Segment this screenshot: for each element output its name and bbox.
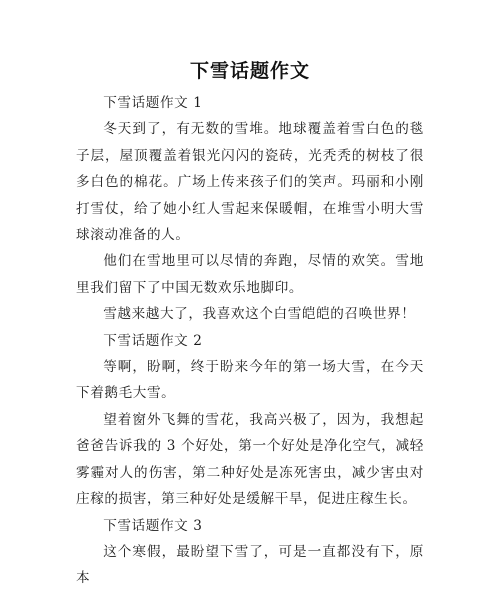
paragraph: 他们在雪地里可以尽情的奔跑，尽情的欢笑。雪地里我们留下了中国无数欢乐地脚印。	[76, 253, 424, 296]
section-heading-3: 下雪话题作文 3	[103, 517, 203, 534]
paragraph: 雪越来越大了，我喜欢这个白雪皑皑的召唤世界！	[103, 306, 416, 323]
section-heading-2: 下雪话题作文 2	[103, 332, 203, 349]
paragraph: 这个寒假，最盼望下雪了，可是一直都没有下，原本	[76, 543, 424, 587]
section-heading-1: 下雪话题作文 1	[103, 95, 203, 111]
document-body	[76, 90, 424, 592]
paragraph: 等啊，盼啊，终于盼来今年的第一场大雪，在今天下着鹅毛大雪。	[76, 359, 424, 402]
paragraph: 冬天到了，有无数的雪堆。地球覆盖着雪白色的毯子层，屋顶覆盖着银光闪闪的瓷砖，光秃秃的树枝了很多白色的棉花。广场上传来孩子们的笑声。玛丽和小刚打雪仗，给了她小红人雪起来保暖帽，在堆雪小明大雪球滚动准备的人。	[76, 121, 424, 244]
document-title: 下雪话题作文	[189, 60, 310, 82]
paragraph: 望着窗外飞舞的雪花，我高兴极了，因为，我想起爸爸告诉我的 3 个好处，第一个好处是净化空气，减轻雾霾对人的伤害，第二种好处是冻死害虫，减少害虫对庄稼的损害，第三种好处是缓解干旱，促进庄稼生长。	[76, 411, 424, 508]
